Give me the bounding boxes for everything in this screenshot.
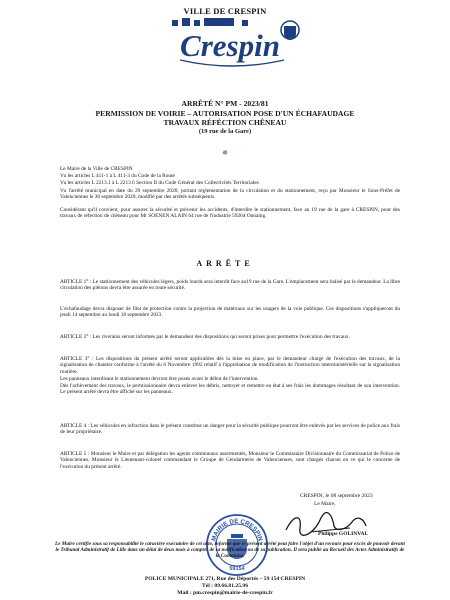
crespin-logo (152, 16, 312, 74)
article-2: ARTICLE 2° : Les riverains seront informés par le demandeur des dispositions qui seront prises pour permettre l'exécution des travaux. (60, 334, 350, 340)
decree-subtitle: TRAVAUX RÉFÉCTION CHÊNEAU (163, 118, 287, 127)
decree-address: (19 rue de la Gare) (198, 128, 252, 135)
signature-role: Le Maire, (314, 501, 336, 507)
seal-code: 59154 (229, 566, 245, 572)
logo-postcode: 59154 (250, 22, 270, 29)
footer-address: POLICE MUNICIPALE 271, Rue des Déportés – 59 154 CRESPIN (144, 576, 306, 582)
arrete-heading: ARRÊTE (196, 259, 254, 268)
article-1-scaffold: L'échafaudage devra disposer de filet de protection contre la projection de matériaux sur les usagers de la voie publique. Ces dispositions s'appliqueront du jeudi 14 septembre au lundi 18 septembre 2023. (60, 306, 400, 319)
separator-ornament: ✵ (222, 149, 228, 157)
preamble-mayor: Le Maire de la Ville de CRESPIN (60, 166, 133, 172)
preamble-cgct: Vu les articles L 2213.1 à L 2213.6 Section II du Code Général des Collectivités Territoriales (60, 180, 259, 186)
preamble-considering: Considérant qu'il convient, pour assurer la sécurité et prévenir les accidents, d'interdire le stationnement, face au 19 rue de la gare à CRESPIN, pour des travaux de réfection de chêneau pour Mr SOENEN ALAIN 64 rue de l'industrie 59264 Onnaing. (60, 207, 400, 220)
article-4: ARTICLE 4 : Les véhicules en infraction dans le présent constitue un danger pour la sécurité publique pourront être enlevés par les services de police aux frais de leur propriétaire. (60, 423, 400, 436)
article-3: ARTICLE 3° : Les dispositions du présent arrêté seront applicables dès la mise en place, par le demandeur chargé de l'exécution des travaux, de la signalisation de chantier conforme à l'arrêté du 6 Novembre 1992 relatif à l'approbation de modification de l'instruction interministérielle sur la signalisation routière. (60, 356, 400, 375)
seal-text: MAIRIE DE CRESPIN (210, 517, 264, 542)
footer-email: Mail : pm.crespin@mairie-de-crespin.fr (177, 590, 273, 596)
preamble-municipal-order: Vu l'arrêté municipal en date du 29 septembre 2020, portant réglementation de la circulation et du stationnement, reçu par Monsieur le Sous-Préfet de Valenciennes le 30 septembre 2020, modifié par des arrêtés subséquents. (60, 188, 400, 201)
logo-wordmark: Crespin (180, 28, 280, 63)
article-5: ARTICLE 5 : Monsieur le Maire et par délégation les agents communaux assermentés, Monsieur le Commissaire Divisionnaire du Commissariat de Police de Valenciennes, Monsieur le Lieutenant-colonel commandant le Groupe de Gendarmerie de Valenciennes, sont chargés chacun en ce qui le concerne de l'exécution du présent arrêté. (60, 451, 400, 470)
town-name: VILLE DE CRESPIN (183, 6, 267, 16)
article-1: ARTICLE 1° : Le stationnement des véhicules légers, poids lourds sera interdit face au19 rue de la Gare. L'emplacement sera balisé par le demandeur. La libre circulation des piétons devra être assurée en toute sécurité. (60, 279, 400, 292)
preamble-road-code: Vu les articles L 411-1 à L 411-3 du Code de la Route (60, 173, 175, 179)
signature-place-date: CRESPIN, le 08 septembre 2023 (300, 493, 373, 499)
footer-phone: Tél : 09.66.81.25.96 (202, 583, 248, 589)
legal-notice: Le Maire certifie sous sa responsabilité le caractère exécutoire de cet acte, informe que le présent arrêté peut faire l'objet d'un recours pour excès de pouvoir devant le Tribunal Administratif de Lille dans un délai de deux mois à compter de sa notification ou de sa publication. Il sera publié au Recueil des Actes Administratifs de la Commune. (55, 541, 405, 560)
signature-name: Philippe GOLINVAL (318, 531, 369, 537)
decree-title: PERMISSION DE VOIRIE – AUTORISATION POSE D'UN ÉCHAFAUDAGE (95, 109, 355, 118)
decree-number: ARRÊTÉ N° PM - 2023/81 (181, 99, 269, 108)
article-3-cleanup: Dès l'achèvement des travaux, le permissionnaire devra enlever les débris, nettoyer et remettre en état à ses frais les dommages résultant de son intervention. Le présent arrêté devra être affiché sur les panneaux. (60, 383, 400, 396)
article-3-signs: Les panneaux interdisant le stationnement devront être posés avant le début de l'intervention. (60, 376, 259, 382)
